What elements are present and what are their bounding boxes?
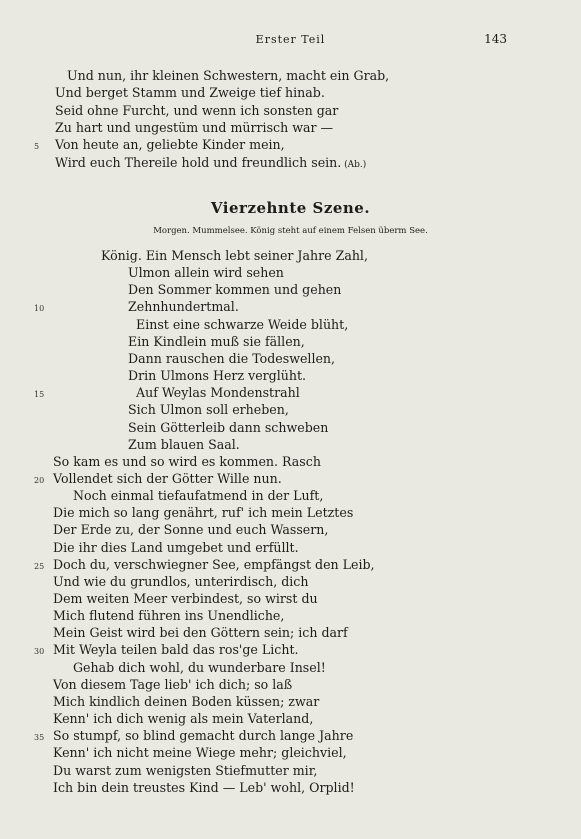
verse-line: Mich kindlich deinen Boden küssen; zwar (53, 693, 320, 709)
line-number: 25 (34, 561, 45, 571)
page-number: 143 (484, 32, 507, 46)
verse-line: Vollendet sich der Götter Wille nun. (53, 470, 282, 486)
verse-line: Auf Weylas Mondenstrahl (136, 385, 300, 401)
verse-line: Dem weiten Meer verbindest, so wirst du (53, 591, 318, 606)
verse-line: Kenn' ich dich wenig als mein Vaterland, (53, 711, 314, 727)
verse-line: Mein Geist wird bei den Göttern sein; ich darf (53, 625, 348, 641)
verse-line: So kam es und so wird es kommen. Rasch (53, 453, 321, 469)
line-number: 5 (34, 142, 40, 152)
verse-line: Seid ohne Furcht, und wenn ich sonsten gar (55, 102, 339, 118)
verse-line: Ulmon allein wird sehen (128, 265, 284, 281)
verse-line: Ich bin dein treustes Kind — Leb' wohl, Orplid! (53, 779, 355, 795)
verse-line: Und berget Stamm und Zweige tief hinab. (55, 85, 325, 101)
verse-line: Sein Götterleib dann schweben (128, 419, 329, 435)
verse-line: Zehnhundertmal. (128, 299, 239, 315)
verse-line: Dann rauschen die Todeswellen, (128, 350, 336, 366)
line-number: 10 (34, 304, 45, 314)
verse-line: Kenn' ich nicht meine Wiege mehr; gleichviel, (53, 745, 347, 761)
verse-line: Noch einmal tiefaufatmend in der Luft, (73, 488, 324, 504)
verse-line: Zum blauen Saal. (128, 436, 240, 452)
verse-line: König. Ein Mensch lebt seiner Jahre Zahl, (101, 248, 368, 263)
verse-line: Zu hart und ungestüm und mürrisch war — (55, 119, 334, 135)
verse-line: Ein Kindlein muß sie fällen, (128, 333, 305, 349)
scene-title: Vierzehnte Szene. (210, 199, 371, 217)
verse-line: Die mich so lang genährt, ruf' ich mein Letztes (53, 505, 354, 521)
verse-line: Doch du, verschwiegner See, empfängst den Leib, (53, 556, 375, 572)
verse-line: Mit Weyla teilen bald das ros'ge Licht. (53, 642, 299, 658)
verse-line: Sich Ulmon soll erheben, (128, 402, 289, 418)
verse-line: Wird euch Thereile hold und freundlich sein. (Ab.) (55, 154, 367, 170)
line-number: 35 (34, 733, 45, 743)
verse-line: Einst eine schwarze Weide blüht, (136, 316, 349, 332)
verse-line: Von diesem Tage lieb' ich dich; so laß (53, 676, 293, 692)
verse-line: Und wie du grundlos, unterirdisch, dich (53, 573, 309, 589)
verse-line: Und nun, ihr kleinen Schwestern, macht ein Grab, (67, 68, 390, 83)
verse-line: Drin Ulmons Herz verglüht. (128, 368, 307, 384)
running-header: Erster Teil (255, 33, 326, 46)
verse-line: Den Sommer kommen und gehen (128, 282, 342, 298)
verse-line: Gehab dich wohl, du wunderbare Insel! (73, 659, 326, 675)
stage-direction: Morgen. Mummelsee. König steht auf einem Felsen überm See. (153, 226, 428, 236)
line-number: 20 (34, 475, 45, 485)
verse-line: Der Erde zu, der Sonne und euch Wassern, (53, 522, 329, 538)
exit-direction: (Ab.) (341, 159, 367, 170)
verse-line: Du warst zum wenigsten Stiefmutter mir, (53, 762, 318, 778)
line-number: 30 (34, 647, 45, 657)
verse-line: Die ihr dies Land umgebet und erfüllt. (53, 539, 299, 555)
verse-line: So stumpf, so blind gemacht durch lange Jahre (53, 728, 354, 744)
line-number: 15 (34, 390, 45, 400)
verse-line: Mich flutend führen ins Unendliche, (53, 608, 285, 624)
verse-line: Von heute an, geliebte Kinder mein, (55, 137, 285, 153)
